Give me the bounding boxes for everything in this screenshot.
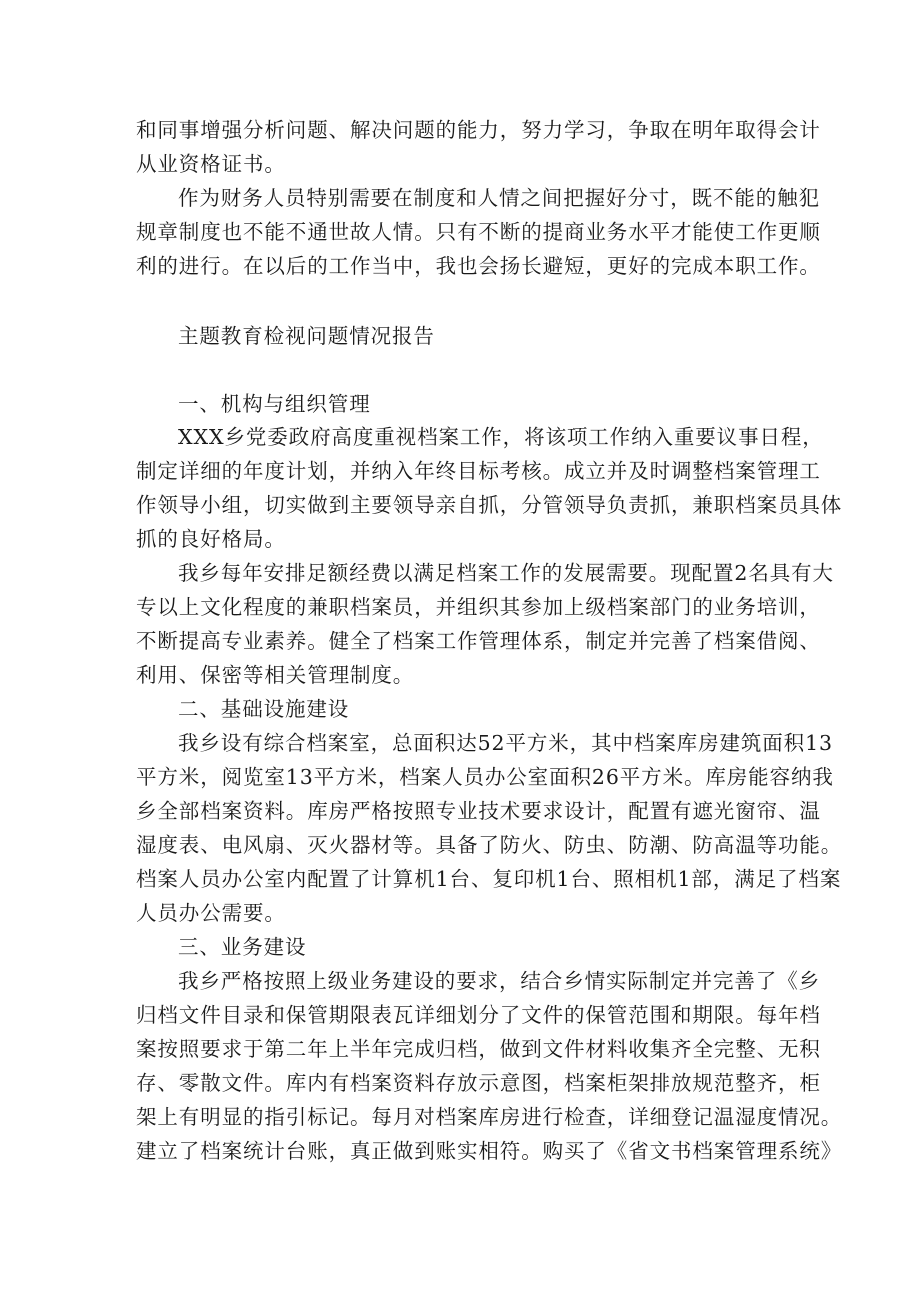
document-title: 主题教育检视问题情况报告 [178, 324, 435, 348]
paragraph-line: 专以上文化程度的兼职档案员，并组织其参加上级档案部门的业务培训， [136, 595, 821, 619]
paragraph-line: 规章制度也不能不通世故人情。只有不断的提商业务水平才能使工作更顺 [136, 220, 821, 244]
paragraph-line: 利用、保密等相关管理制度。 [136, 663, 415, 687]
paragraph-line: 人员办公需要。 [136, 901, 286, 925]
paragraph-line: 我乡严格按照上级业务建设的要求，结合乡情实际制定并完善了《乡 [178, 969, 820, 993]
paragraph-line: 乡全部档案资料。库房严格按照专业技术要求设计，配置有遮光窗帘、温 [136, 799, 821, 823]
paragraph-line: 不断提高专业素养。健全了档案工作管理体系，制定并完善了档案借阅、 [136, 629, 821, 653]
paragraph-line: 我乡设有综合档案室，总面积达52平方米，其中档案库房建筑面积13 [178, 731, 833, 755]
section-heading: 三、业务建设 [178, 935, 307, 959]
paragraph-line: 作领导小组，切实做到主要领导亲自抓，分管领导负责抓，兼职档案员具体 [136, 493, 843, 517]
paragraph-line: 平方米，阅览室13平方米，档案人员办公室面积26平方米。库房能容纳我 [136, 765, 834, 789]
paragraph-line: 我乡每年安排足额经费以满足档案工作的发展需要。现配置2名具有大 [178, 561, 834, 585]
paragraph-line: 作为财务人员特别需要在制度和人情之间把握好分寸，既不能的触犯 [178, 186, 820, 210]
paragraph-line: 制定详细的年度计划，并纳入年终目标考核。成立并及时调整档案管理工 [136, 459, 821, 483]
paragraph-line: 从业资格证书。 [136, 152, 286, 176]
paragraph-line: 存、零散文件。库内有档案资料存放示意图，档案柜架排放规范整齐，柜 [136, 1071, 821, 1095]
paragraph-line: 档案人员办公室内配置了计算机1台、复印机1台、照相机1部，满足了档案 [136, 867, 842, 891]
paragraph-line: 归档文件目录和保管期限表瓦详细划分了文件的保管范围和期限。每年档 [136, 1003, 821, 1027]
paragraph-line: 抓的良好格局。 [136, 527, 286, 551]
paragraph-line: 湿度表、电风扇、灭火器材等。具备了防火、防虫、防潮、防高温等功能。 [136, 833, 843, 857]
paragraph-line: 架上有明显的指引标记。每月对档案库房进行检查，详细登记温湿度情况。 [136, 1105, 843, 1129]
paragraph-line: 利的进行。在以后的工作当中，我也会扬长避短，更好的完成本职工作。 [136, 254, 821, 278]
paragraph-line: 建立了档案统计台账，真正做到账实相符。购买了《省文书档案管理系统》 [136, 1139, 843, 1163]
section-heading: 二、基础设施建设 [178, 697, 350, 721]
paragraph-line: 案按照要求于第二年上半年完成归档，做到文件材料收集齐全完整、无积 [136, 1037, 821, 1061]
section-heading: 一、机构与组织管理 [178, 392, 371, 416]
paragraph-line: 和同事增强分析问题、解决问题的能力，努力学习，争取在明年取得会计 [136, 118, 821, 142]
paragraph-line: XXX乡党委政府高度重视档案工作，将该项工作纳入重要议事日程， [178, 425, 824, 449]
